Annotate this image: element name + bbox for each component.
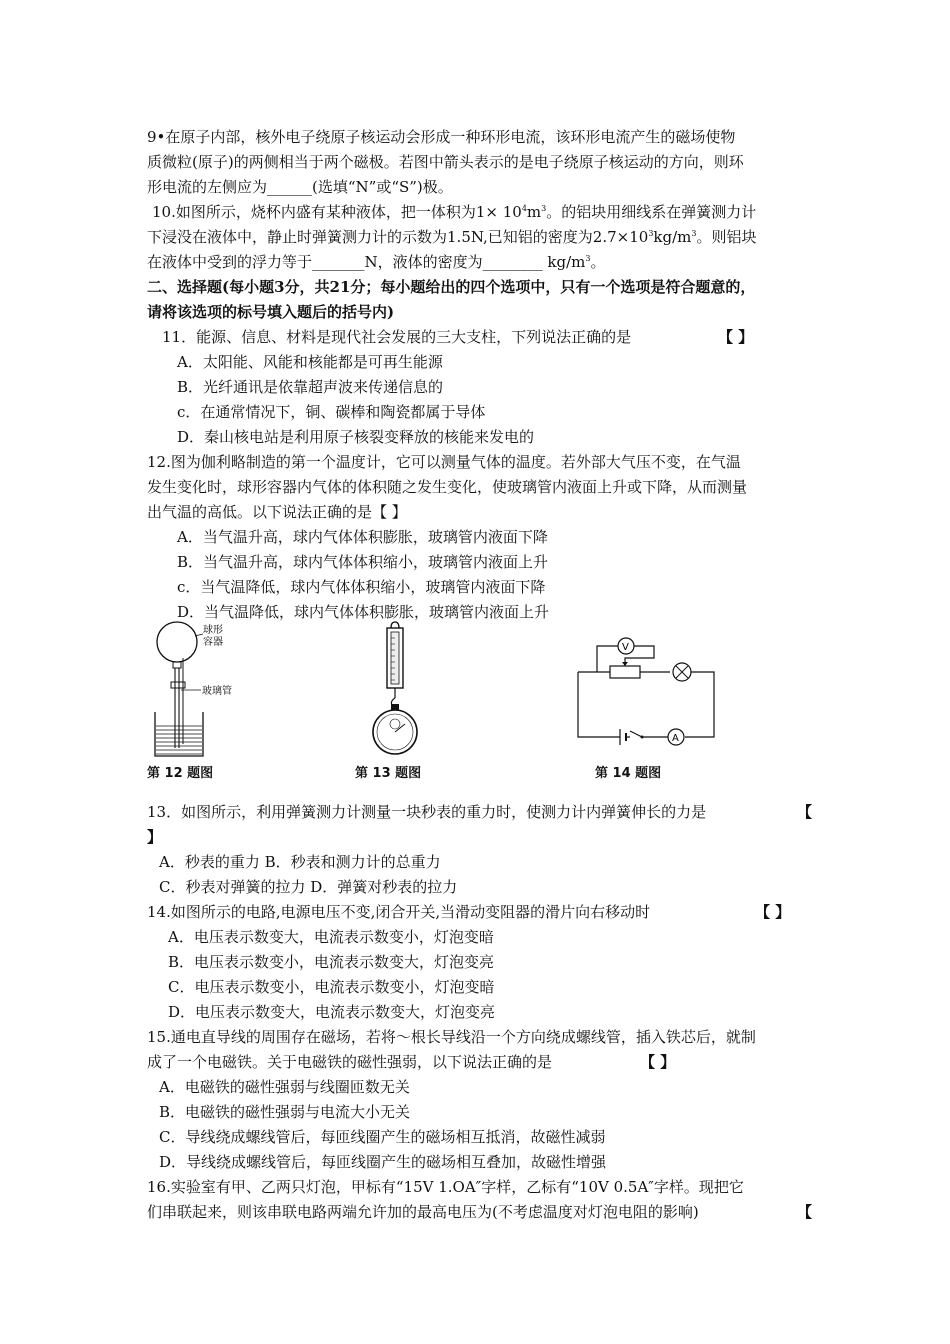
q13-bracket-open: 【 <box>797 803 813 821</box>
q9-line1: 9•在原子内部，核外电子绕原子核运动会形成一种环形电流，该环形电流产生的磁场使物 <box>147 128 736 146</box>
q13-options-cd: C．秒表对弹簧的拉力 D．弹簧对秒表的拉力 <box>159 878 458 896</box>
q15-option-a: A．电磁铁的磁性强弱与线圈匝数无关 <box>159 1078 410 1096</box>
q12-line3: 出气温的高低。以下说法正确的是【 】 <box>147 503 407 521</box>
figure-12-thermometer <box>145 620 255 760</box>
label-tube: 玻璃管 <box>202 686 232 697</box>
stopwatch-crown <box>391 704 399 710</box>
q11-option-b: B．光纤通讯是依靠超声波来传递信息的 <box>177 378 444 396</box>
bulb-container <box>157 622 197 662</box>
voltmeter-wire-right <box>625 646 654 666</box>
q9-line2: 质微粒(原子)的两侧相当于两个磁极。若图中箭头表示的是电子绕原子核运动的方向，则环 <box>147 153 744 171</box>
q12-line2: 发生变化时，球形容器内气体的体积随之发生变化，使玻璃管内液面上升或下降，从而测量 <box>147 478 748 496</box>
q16-bracket-open: 【 <box>797 1203 813 1221</box>
switch <box>630 731 642 737</box>
voltmeter-wire-left <box>597 646 618 672</box>
q14-answer-bracket: 【 】 <box>755 903 791 921</box>
q11-answer-bracket: 【 】 <box>718 328 754 346</box>
figure-14-circuit <box>570 632 720 747</box>
q11-option-d: D．秦山核电站是利用原子核裂变释放的核能来发电的 <box>177 428 535 446</box>
q14-option-c: C．电压表示数变小，电流表示数变小，灯泡变暗 <box>168 978 495 996</box>
q9-line3: 形电流的左侧应为______(选填“N”或“S”)极。 <box>147 178 453 196</box>
q10-line1: 10.如图所示，烧杯内盛有某种液体，把一体积为$1\times 10^4m^3$。的铝块用细线系在弹簧测力计 <box>152 203 757 221</box>
q14-option-b: B．电压表示数变小，电流表示数变大，灯泡变亮 <box>168 953 495 971</box>
switch-contact <box>641 736 644 739</box>
q14-stem: 14.如图所示的电路,电源电压不变,闭合开关,当滑动变阻器的滑片向右移动时 <box>147 903 651 921</box>
scale-window <box>391 632 399 684</box>
q15-line1: 15.通电直导线的周围存在磁场，若将～根长导线沿一个方向绕成螺线管，插入铁芯后，就制 <box>147 1028 756 1046</box>
rheostat <box>610 666 640 678</box>
q11-stem: 11．能源、信息、材料是现代社会发展的三大支柱，下列说法正确的是 <box>162 328 632 346</box>
q15-option-c: C．导线绕成螺线管后，每匝线圈产生的磁场相互抵消，故磁性减弱 <box>159 1128 606 1146</box>
label-bulb-1: 球形 <box>203 625 223 636</box>
figure-14-caption: 第 14 题图 <box>595 766 662 781</box>
q15-option-b: B．电磁铁的磁性强弱与电流大小无关 <box>159 1103 411 1121</box>
ammeter-label: A <box>672 733 679 744</box>
q10-line2: 下浸没在液体中，静止时弹簧测力计的示数为1.5N,已知铝的密度为$2.7\times 10^3kg/m^3$。则铝块 <box>147 228 757 246</box>
q13-options-ab: A．秒表的重力 B．秒表和测力计的总重力 <box>159 853 441 871</box>
wire-left <box>578 672 620 737</box>
q14-option-a: A．电压表示数变大，电流表示数变小，灯泡变暗 <box>168 928 494 946</box>
q11-option-c: c．在通常情况下，铜、碳棒和陶瓷都属于导体 <box>177 403 486 421</box>
q13-bracket-close: 】 <box>147 828 163 846</box>
q12-option-b: B．当气温升高，球内气体体积缩小，玻璃管内液面上升 <box>177 553 549 571</box>
top-hook <box>391 622 399 628</box>
q12-option-d: D．当气温降低，球内气体体积膨胀，玻璃管内液面上升 <box>177 603 550 621</box>
q10-line3: 在液体中受到的浮力等于_______N，液体的密度为________ $kg/m^3$。 <box>147 253 606 271</box>
wire-right <box>685 672 714 737</box>
q12-option-a: A．当气温升高，球内气体体积膨胀，玻璃管内液面下降 <box>177 528 548 546</box>
voltmeter-label: V <box>622 642 629 653</box>
figure-13-spring-scale <box>355 620 435 760</box>
q12-option-c: c．当气温降低，球内气体体积缩小，玻璃管内液面下降 <box>177 578 546 596</box>
q14-option-d: D．电压表示数变大，电流表示数变大，灯泡变亮 <box>168 1003 496 1021</box>
q15-line2: 成了一个电磁铁。关于电磁铁的磁性强弱，以下说法正确的是 <box>147 1053 553 1071</box>
section2-line1: 二、选择题(每小题3分，共21分；每小题给出的四个选项中，只有一个选项是符合题意的， <box>147 278 756 296</box>
section2-line2: 请将该选项的标号填入题后的括号内) <box>147 303 395 321</box>
q16-line1: 16.实验室有甲、乙两只灯泡，甲标有“15V 1.OA″字样，乙标有“10V 0.5A″字样。现把它 <box>147 1178 744 1196</box>
q15-answer-bracket: 【 】 <box>640 1053 676 1071</box>
q15-option-d: D．导线绕成螺线管后，每匝线圈产生的磁场相互叠加，故磁性增强 <box>159 1153 607 1171</box>
bulb-neck <box>173 662 181 668</box>
figure-12-caption: 第 12 题图 <box>147 766 214 781</box>
q12-line1: 12.图为伽利略制造的第一个温度计，它可以测量气体的温度。若外部大气压不变，在气温 <box>147 453 741 471</box>
figure-13-caption: 第 13 题图 <box>355 766 422 781</box>
stopwatch-subdial <box>390 719 400 729</box>
q13-line1: 13．如图所示，利用弹簧测力计测量一块秒表的重力时，使测力计内弹簧伸长的力是 <box>147 803 707 821</box>
label-bulb-2: 容器 <box>203 637 223 648</box>
q16-line2: 们串联起来，则该串联电路两端允许加的最高电压为(不考虑温度对灯泡电阻的影响) <box>147 1203 699 1221</box>
q11-option-a: A．太阳能、风能和核能都是可再生能源 <box>177 353 443 371</box>
